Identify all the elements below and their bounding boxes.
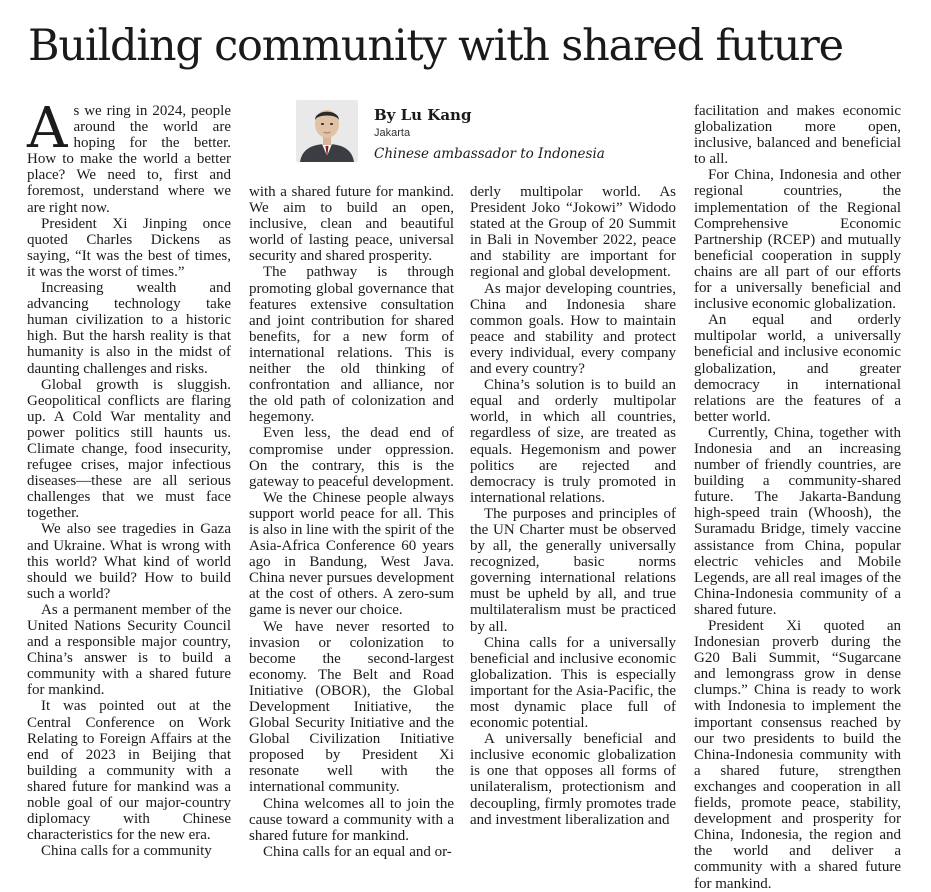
article-headline: Building community with shared future xyxy=(28,21,843,71)
author-title: Chinese ambassador to Indonesia xyxy=(374,146,605,162)
body-paragraph: China calls for a universally beneficial and inclusive economic globalization. This is especially important for the Asia-Pacific, the most dynamic place full of economic potential. xyxy=(470,634,676,732)
body-paragraph: It was pointed out at the Central Conference on Work Relating to Foreign Affairs at the end of 2023 in Beijing that building a community with a shared future for mankind was a noble goal of our major-country diplomacy with Chinese characteristics for the new era. xyxy=(27,698,231,844)
body-paragraph: We also see tragedies in Gaza and Ukraine. What is wrong with this world? What kind of world should we build? How to build such a world? xyxy=(27,521,231,602)
body-paragraph: A universally beneficial and inclusive economic globalization is one that opposes all forms of unilateralism, protectionism and decoupling, firmly promotes trade and investment liberalization and xyxy=(470,731,676,828)
body-paragraph: As major developing countries, China and Indonesia share common goals. How to maintain peace and stability and protect every individual, every company and every country? xyxy=(470,280,676,378)
body-paragraph: Even less, the dead end of compromise under oppression. On the contrary, this is the gateway to peaceful development. xyxy=(249,425,454,490)
drop-cap: A xyxy=(27,96,68,161)
body-paragraph: derly multipolar world. As President Joko “Jokowi” Widodo stated at the Group of 20 Summit in Bali in November 2022, peace and stability are important for regional and global development. xyxy=(470,184,676,281)
body-paragraph: For China, Indonesia and other regional countries, the implementation of the Regional Comprehensive Economic Partnership (RCEP) and mutually beneficial cooperation in supply chains are all part of our efforts for a universally beneficial and inclusive economic globalization. xyxy=(694,167,901,313)
body-paragraph: China calls for a community xyxy=(41,843,212,860)
byline xyxy=(296,100,686,180)
body-paragraph: Currently, China, together with Indonesia and an increasing number of friendly countries, are building a community-shared future. The Jakarta-Bandung high-speed train (Whoosh), the Suramadu Bridge, timely vaccine assistance from China, popular electric vehicles and Mobile Legends, are all real images of the China-Indonesia community of a shared future. xyxy=(694,424,901,618)
body-paragraph: President Xi Jinping once quoted Charles Dickens as saying, “It was the best of times, it was the worst of times.” xyxy=(27,215,231,280)
body-paragraph: We have never resorted to invasion or colonization to become the second-largest economy. The Belt and Road Initiative (OBOR), the Global Development Initiative, the Global Security Initiative and the Global Civilization Initiative proposed by President Xi resonate well with the international community. xyxy=(249,618,454,796)
body-paragraph: China welcomes all to join the cause toward a community with a shared future for mankind. xyxy=(249,795,454,844)
body-paragraph: with a shared future for mankind. We aim to build an open, inclusive, clean and beautiful world of lasting peace, universal security and shared prosperity. xyxy=(249,184,454,265)
author-photo xyxy=(296,100,358,162)
body-paragraph: China’s solution is to build an equal and orderly multipolar world, in which all countries, regardless of size, are treated as equals. Hegemonism and power politics are rejected and democracy is truly promoted in international relations. xyxy=(470,377,676,506)
column-3 xyxy=(470,184,676,828)
author-location: Jakarta xyxy=(374,127,411,139)
body-paragraph: We the Chinese people always support world peace for all. This is also in line with the spirit of the Asia-Africa Conference 60 years ago in Bandung, West Java. China never pursues development at the cost of others. A zero-sum game is never our choice. xyxy=(249,489,454,619)
column-1 xyxy=(27,96,231,860)
column-4 xyxy=(694,103,901,892)
body-paragraph: Increasing wealth and advancing technology take human civilization to a historic high. But the harsh reality is that humanity is also in the midst of daunting challenges and risks. xyxy=(27,280,231,377)
author-name: By Lu Kang xyxy=(374,106,472,124)
body-paragraph: Global growth is sluggish. Geopolitical conflicts are flaring up. A Cold War mentality and power politics still haunts us. Climate change, food insecurity, refugee crises, major infectious diseases—these are all serious challenges that we must face together. xyxy=(27,376,231,522)
body-paragraph: President Xi quoted an Indonesian proverb during the G20 Bali Summit, “Sugarcane and lemongrass grow in dense clumps.” China is ready to work with Indonesia to implement the important consensus reached by our two presidents to build the China-Indonesia community with a shared future, strengthen exchanges and cooperation in all fields, promote peace, stability, development and prosperity for China, Indonesia, the region and the world and deliver a community with a shared future for mankind. xyxy=(694,618,901,892)
column-2 xyxy=(249,184,454,860)
body-paragraph: The purposes and principles of the UN Charter must be observed by all, the generally universally recognized, basic norms governing international relations must be upheld by all, and true multilateralism must be practiced by all. xyxy=(470,505,676,635)
body-paragraph: The pathway is through promoting global governance that features extensive consultation and joint contribution for shared benefits, for a new form of international relations. This is neither the old thinking of confrontation and alliance, nor the old path of colonization and hegemony. xyxy=(249,264,454,426)
body-paragraph: As a permanent member of the United Nations Security Council and a responsible major country, China’s answer is to build a community with a shared future for mankind. xyxy=(27,601,231,699)
body-paragraph: China calls for an equal and or- xyxy=(263,843,452,860)
body-paragraph: facilitation and makes economic globalization more open, inclusive, balanced and beneficial to all. xyxy=(694,103,901,168)
body-paragraph: As we ring in 2024, people around the world are hoping for the better. How to make the world a better place? We need to, first and foremost, understand where we are right now. xyxy=(27,96,231,216)
author-portrait-icon xyxy=(296,100,358,162)
body-paragraph: An equal and orderly multipolar world, a universally beneficial and inclusive economic globalization, and greater democracy in international relations are the features of a better world. xyxy=(694,312,901,425)
